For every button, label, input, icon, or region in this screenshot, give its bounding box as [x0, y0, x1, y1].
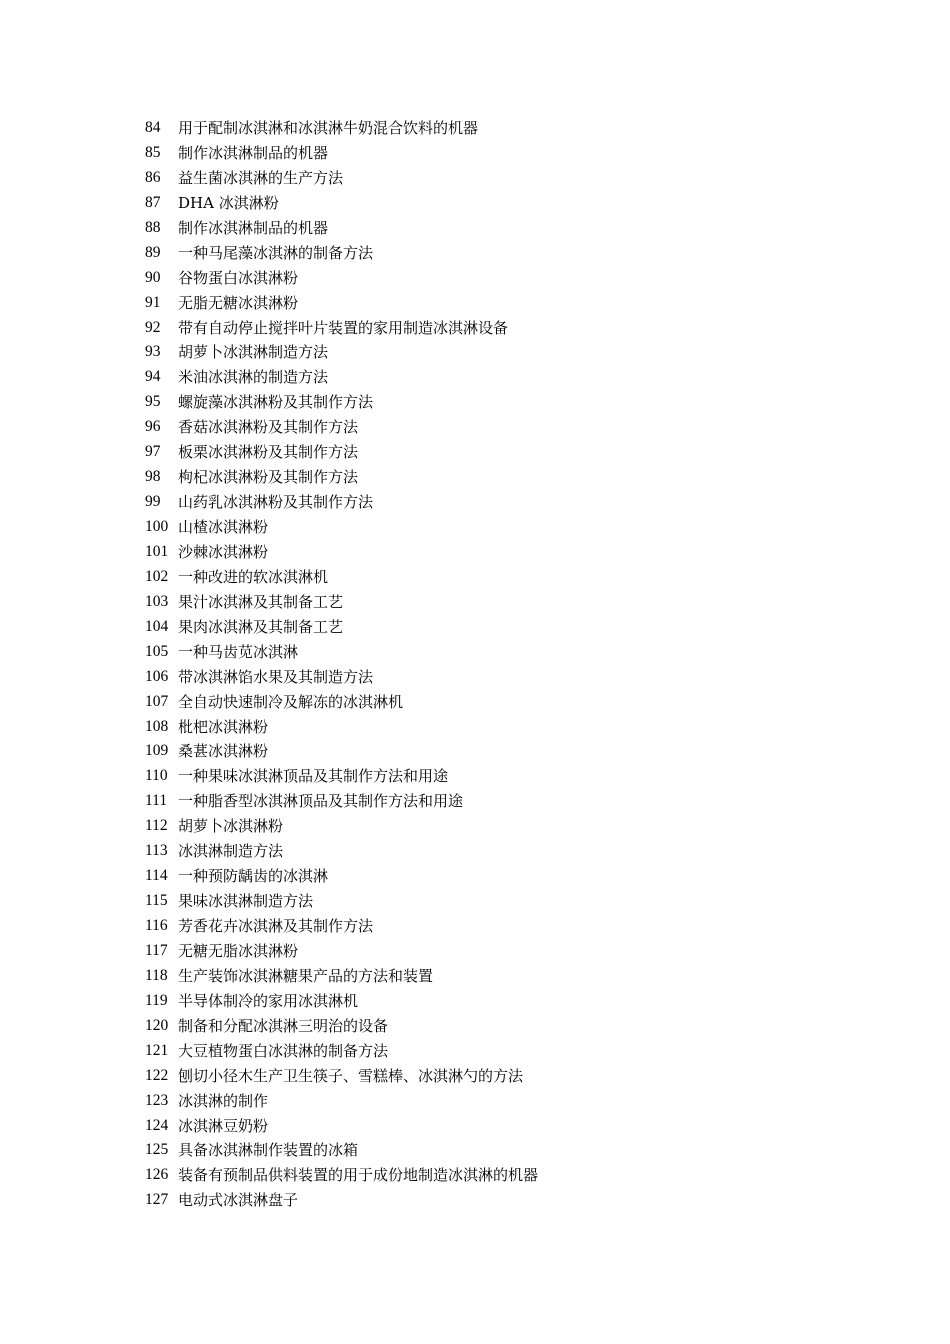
list-item [145, 365, 538, 390]
list-item [145, 440, 538, 465]
list-item [145, 415, 538, 440]
list-item [145, 191, 538, 216]
entry-title: 山药乳冰淇淋粉及其制作方法 [178, 493, 374, 512]
list-item [145, 964, 538, 989]
entry-number: 120 [145, 1016, 169, 1034]
entry-title: 沙棘冰淇淋粉 [178, 542, 269, 561]
entry-title: 制作冰淇淋制品的机器 [178, 143, 329, 162]
entry-number: 118 [145, 966, 168, 984]
entry-number: 96 [145, 418, 161, 436]
entry-title: DHA 冰淇淋粉 [178, 193, 279, 212]
entry-number: 104 [145, 617, 169, 635]
entry-title: 一种马齿苋冰淇淋 [178, 642, 299, 661]
entry-number: 106 [145, 667, 169, 685]
entry-title: 带有自动停止搅拌叶片装置的家用制造冰淇淋设备 [178, 318, 509, 337]
list-item [145, 1089, 538, 1114]
list-item [145, 789, 538, 814]
list-item [145, 340, 538, 365]
list-item [145, 241, 538, 266]
entry-number: 125 [145, 1141, 169, 1159]
entry-number: 123 [145, 1091, 169, 1109]
entry-number: 87 [145, 193, 161, 211]
list-item [145, 316, 538, 341]
entry-number: 127 [145, 1191, 169, 1209]
entry-number: 113 [145, 842, 168, 860]
list-item [145, 490, 538, 515]
entry-title: 一种马尾藻冰淇淋的制备方法 [178, 243, 374, 262]
entry-title: 冰淇淋制造方法 [178, 842, 284, 861]
list-item [145, 216, 538, 241]
entry-title: 益生菌冰淇淋的生产方法 [178, 168, 344, 187]
entry-number: 110 [145, 767, 168, 785]
entry-title: 山楂冰淇淋粉 [178, 518, 269, 536]
entry-title: 胡萝卜冰淇淋制造方法 [178, 343, 329, 362]
entry-number: 89 [145, 243, 161, 261]
entry-number: 84 [145, 119, 161, 136]
entry-title: 米油冰淇淋的制造方法 [178, 368, 329, 387]
list-item [145, 739, 538, 764]
entry-title: 刨切小径木生产卫生筷子、雪糕棒、冰淇淋勺的方法 [178, 1066, 524, 1085]
list-item [145, 665, 538, 690]
entry-title: 冰淇淋的制作 [178, 1091, 269, 1110]
list-item [145, 690, 538, 715]
list-item [145, 814, 538, 839]
list-item [145, 1188, 538, 1213]
entry-number: 112 [145, 817, 168, 835]
entry-number: 91 [145, 293, 161, 311]
entry-title: 制备和分配冰淇淋三明治的设备 [178, 1016, 389, 1035]
entry-title: 谷物蛋白冰淇淋粉 [178, 268, 299, 287]
entry-title: 一种果味冰淇淋顶品及其制作方法和用途 [178, 767, 449, 786]
entry-title: 半导体制冷的家用冰淇淋机 [178, 991, 359, 1010]
list-item [145, 116, 538, 141]
entry-number: 85 [145, 143, 161, 161]
entry-number: 102 [145, 567, 169, 585]
entry-number: 99 [145, 493, 161, 511]
entry-title: 胡萝卜冰淇淋粉 [178, 817, 284, 836]
entry-title: 一种改进的软冰淇淋机 [178, 567, 329, 586]
entry-number: 116 [145, 917, 168, 934]
entry-number: 97 [145, 443, 161, 461]
patent-title-list [145, 116, 538, 1213]
list-item [145, 839, 538, 864]
entry-number: 107 [145, 692, 169, 710]
list-item [145, 1114, 538, 1139]
entry-number: 121 [145, 1041, 169, 1059]
list-item [145, 989, 538, 1014]
entry-title: 果汁冰淇淋及其制备工艺 [178, 592, 344, 611]
entry-number: 101 [145, 542, 169, 560]
list-item [145, 390, 538, 415]
entry-title: 香菇冰淇淋粉及其制作方法 [178, 418, 359, 437]
entry-title: 装备有预制品供料装置的用于成份地制造冰淇淋的机器 [178, 1166, 539, 1185]
entry-number: 88 [145, 218, 161, 236]
list-item [145, 914, 538, 939]
list-item [145, 1138, 538, 1163]
list-item [145, 540, 538, 565]
list-item [145, 939, 538, 964]
entry-number: 95 [145, 393, 161, 411]
entry-number: 86 [145, 168, 161, 186]
list-item [145, 515, 538, 540]
entry-title: 果味冰淇淋制造方法 [178, 892, 314, 911]
list-item [145, 141, 538, 166]
entry-title: 用于配制冰淇淋和冰淇淋牛奶混合饮料的机器 [178, 119, 479, 137]
entry-number: 117 [145, 941, 168, 959]
entry-title: 桑葚冰淇淋粉 [178, 742, 269, 761]
entry-title: 制作冰淇淋制品的机器 [178, 218, 329, 237]
entry-title: 带冰淇淋馅水果及其制造方法 [178, 667, 374, 686]
entry-title: 果肉冰淇淋及其制备工艺 [178, 617, 344, 636]
list-item [145, 565, 538, 590]
entry-title: 全自动快速制冷及解冻的冰淇淋机 [178, 692, 404, 711]
entry-number: 92 [145, 318, 161, 336]
entry-title: 生产装饰冰淇淋糖果产品的方法和装置 [178, 966, 434, 985]
list-item [145, 615, 538, 640]
entry-title: 大豆植物蛋白冰淇淋的制备方法 [178, 1041, 389, 1060]
list-item [145, 715, 538, 740]
list-item [145, 864, 538, 889]
entry-title: 具备冰淇淋制作装置的冰箱 [178, 1141, 359, 1160]
list-item [145, 1163, 538, 1188]
list-item [145, 266, 538, 291]
entry-title: 枸杞冰淇淋粉及其制作方法 [178, 468, 359, 487]
entry-title: 板栗冰淇淋粉及其制作方法 [178, 443, 359, 462]
entry-title: 无糖无脂冰淇淋粉 [178, 941, 299, 960]
entry-title: 无脂无糖冰淇淋粉 [178, 293, 299, 312]
list-item [145, 1014, 538, 1039]
entry-number: 122 [145, 1066, 169, 1084]
entry-title: 冰淇淋豆奶粉 [178, 1116, 269, 1135]
entry-number: 103 [145, 592, 169, 610]
entry-number: 111 [145, 792, 168, 810]
list-item [145, 1039, 538, 1064]
entry-title: 一种脂香型冰淇淋顶品及其制作方法和用途 [178, 792, 464, 811]
entry-number: 100 [145, 518, 169, 535]
list-item [145, 465, 538, 490]
entry-number: 126 [145, 1166, 169, 1184]
entry-title: 一种预防龋齿的冰淇淋 [178, 867, 329, 886]
entry-number: 105 [145, 642, 169, 660]
entry-title: 枇杷冰淇淋粉 [178, 717, 269, 736]
entry-number: 108 [145, 717, 169, 735]
entry-number: 90 [145, 268, 161, 286]
entry-title: 芳香花卉冰淇淋及其制作方法 [178, 917, 374, 935]
list-item [145, 889, 538, 914]
list-item [145, 1064, 538, 1089]
list-item [145, 764, 538, 789]
entry-number: 93 [145, 343, 161, 361]
entry-number: 109 [145, 742, 169, 760]
entry-number: 115 [145, 892, 168, 910]
entry-number: 98 [145, 468, 161, 486]
entry-title: 螺旋藻冰淇淋粉及其制作方法 [178, 393, 374, 412]
entry-number: 94 [145, 368, 161, 386]
entry-title: 电动式冰淇淋盘子 [178, 1191, 299, 1210]
list-item [145, 590, 538, 615]
list-item [145, 291, 538, 316]
entry-number: 119 [145, 991, 168, 1009]
entry-number: 114 [145, 867, 168, 885]
list-item [145, 166, 538, 191]
list-item [145, 640, 538, 665]
entry-number: 124 [145, 1116, 169, 1134]
